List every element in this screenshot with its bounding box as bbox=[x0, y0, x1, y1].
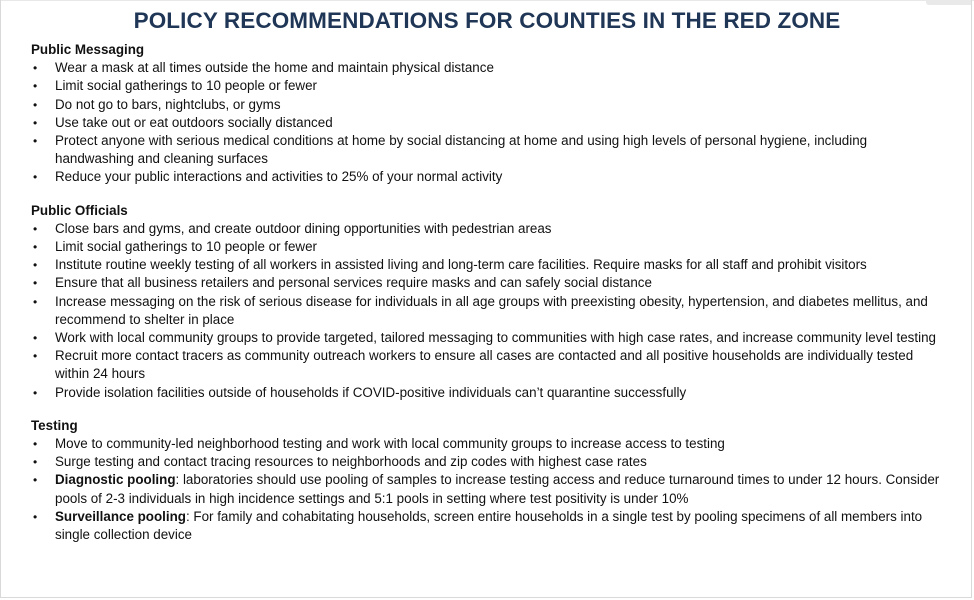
bullet-icon: • bbox=[33, 294, 38, 309]
bullet-icon: • bbox=[33, 240, 38, 255]
list-item-text: Reduce your public interactions and activities to 25% of your normal activity bbox=[55, 169, 503, 185]
list-item-text: Limit social gatherings to 10 people or fewer bbox=[55, 78, 318, 94]
list-item-text: Provide isolation facilities outside of households if COVID-positive individuals can’t quarantine successfully bbox=[55, 384, 687, 400]
bullet-list bbox=[31, 59, 946, 186]
list-item-text: Use take out or eat outdoors socially distanced bbox=[55, 114, 333, 130]
section-heading: Testing bbox=[31, 417, 78, 433]
list-item-text: Institute routine weekly testing of all workers in assisted living and long-term care facilities. Require masks for all staff and prohibit visitors bbox=[55, 257, 867, 273]
bullet-icon: • bbox=[33, 79, 38, 94]
list-item bbox=[31, 471, 946, 507]
list-item-text: : laboratories should use pooling of samples to increase testing access and reduce turnaround times to under 12 hours. Consider pools of 2-3 individuals in high incidence settings and 5:1 pools in setting where test positivity is under 10% bbox=[55, 472, 940, 506]
bullet-icon: • bbox=[33, 115, 38, 130]
list-item-text: Limit social gatherings to 10 people or fewer bbox=[55, 239, 318, 255]
list-item bbox=[31, 132, 946, 168]
section-public-messaging bbox=[31, 41, 946, 187]
list-item bbox=[31, 293, 946, 329]
list-item bbox=[31, 59, 946, 77]
list-item bbox=[31, 168, 946, 186]
list-item bbox=[31, 256, 946, 274]
section-testing bbox=[31, 417, 946, 544]
list-item bbox=[31, 96, 946, 114]
bullet-icon: • bbox=[33, 455, 38, 470]
list-item-lead: Diagnostic pooling bbox=[55, 472, 176, 488]
bullet-icon: • bbox=[33, 473, 38, 488]
bullet-icon: • bbox=[33, 349, 38, 364]
list-item-text: Move to community-led neighborhood testing and work with local community groups to increase access to testing bbox=[55, 436, 725, 452]
section-public-officials bbox=[31, 202, 946, 402]
list-item-text: Do not go to bars, nightclubs, or gyms bbox=[55, 96, 281, 112]
list-item bbox=[31, 114, 946, 132]
list-item bbox=[31, 453, 946, 471]
bullet-list bbox=[31, 435, 946, 544]
section-heading: Public Officials bbox=[31, 202, 128, 218]
bullet-icon: • bbox=[33, 276, 38, 291]
list-item bbox=[31, 238, 946, 256]
list-item bbox=[31, 384, 946, 402]
list-item-text: Work with local community groups to provide targeted, tailored messaging to communities with high case rates, and increase community level testing bbox=[55, 330, 936, 346]
bullet-icon: • bbox=[33, 61, 38, 76]
document-title: POLICY RECOMMENDATIONS FOR COUNTIES IN THE RED ZONE bbox=[133, 8, 841, 33]
list-item-text: Wear a mask at all times outside the home and maintain physical distance bbox=[55, 60, 494, 76]
bullet-icon: • bbox=[33, 221, 38, 236]
bullet-icon: • bbox=[33, 134, 38, 149]
bullet-icon: • bbox=[33, 437, 38, 452]
list-item-text: : For family and cohabitating households, screen entire households in a single test by pooling specimens of all members into single collection device bbox=[55, 508, 923, 543]
bullet-icon: • bbox=[33, 509, 38, 524]
bullet-icon: • bbox=[33, 258, 38, 273]
bullet-icon: • bbox=[33, 97, 38, 112]
list-item bbox=[31, 347, 946, 383]
list-item bbox=[31, 508, 946, 544]
bullet-icon: • bbox=[33, 385, 38, 400]
bullet-icon: • bbox=[33, 331, 38, 346]
list-item bbox=[31, 77, 946, 95]
list-item-text: Recruit more contact tracers as community outreach workers to ensure all cases are contacted and all positive households are individually tested within 24 hours bbox=[55, 348, 914, 382]
list-item bbox=[31, 329, 946, 347]
list-item-text: Increase messaging on the risk of serious disease for individuals in all age groups with preexisting obesity, hypertension, and diabetes mellitus, and recommend to shelter in place bbox=[55, 293, 928, 327]
list-item-text: Ensure that all business retailers and personal services require masks and can safely social distance bbox=[55, 275, 652, 291]
bullet-icon: • bbox=[33, 170, 38, 185]
list-item-text: Close bars and gyms, and create outdoor dining opportunities with pedestrian areas bbox=[55, 220, 552, 236]
list-item bbox=[31, 435, 946, 453]
document-body bbox=[31, 41, 946, 559]
list-item bbox=[31, 220, 946, 238]
bullet-list bbox=[31, 220, 946, 402]
list-item-text: Protect anyone with serious medical conditions at home by social distancing at home and using high levels of personal hygiene, including handwashing and cleaning surfaces bbox=[55, 133, 868, 167]
section-heading: Public Messaging bbox=[31, 42, 145, 57]
list-item bbox=[31, 274, 946, 292]
list-item-text: Surge testing and contact tracing resources to neighborhoods and zip codes with highest case rates bbox=[55, 454, 647, 470]
list-item-lead: Surveillance pooling bbox=[55, 508, 186, 524]
